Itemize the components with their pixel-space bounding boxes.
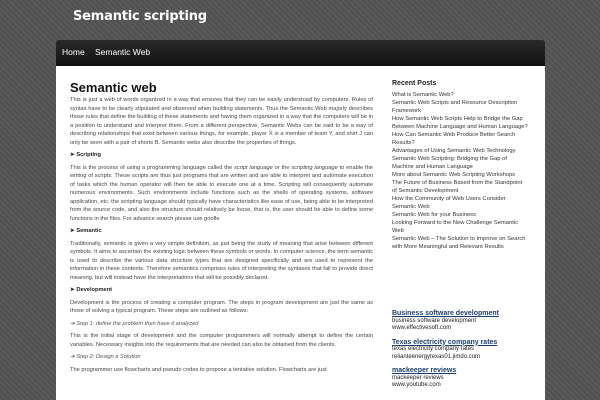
recent-post-link[interactable]: Looking Forward to the New Challenge Semantic Web: [392, 220, 518, 234]
recent-post-link[interactable]: Semantic Web for your Business: [392, 212, 476, 218]
recent-post-link[interactable]: How the Community of Web Users Consider Semantic Web: [392, 196, 506, 210]
sidebar: [392, 80, 528, 251]
recent-post-link[interactable]: How Can Semantic Web Produce Better Search Results?: [392, 132, 516, 146]
step-2-heading: ➔ Step 2: Design a Solution: [70, 354, 141, 360]
sponsored-link-url: relianteenergytexas01.jimdo.com: [392, 353, 481, 360]
post-title[interactable]: Semantic web: [70, 80, 157, 95]
nav-item-semantic-web[interactable]: Semantic Web: [95, 47, 151, 57]
sponsored-link-url: www.effectivesoft.com: [392, 325, 452, 331]
sponsored-link-title[interactable]: Texas electricity company rates: [392, 338, 498, 346]
recent-posts-list: [392, 91, 528, 251]
recent-post-link[interactable]: Advantages of Using Semantic Web Technology: [392, 148, 516, 154]
content-area: [56, 66, 545, 400]
scripting-term-script-language: script language: [234, 164, 273, 171]
recent-posts-heading: Recent Posts: [392, 80, 437, 87]
sponsored-link-block: [392, 339, 528, 362]
post-article: [70, 80, 373, 378]
sponsored-links: [392, 310, 528, 396]
scripting-paragraph: [70, 164, 373, 224]
scripting-term-scripting-language: scripting language: [291, 164, 338, 171]
scripting-text-b: or the: [272, 164, 292, 171]
development-heading: ➤ Development: [70, 287, 113, 293]
development-paragraph: Development is the process of creating a computer program. The steps in program development are just the same as those of solving a typical program. These steps are outlined as follows:: [70, 299, 373, 314]
nav-item-home[interactable]: Home: [62, 47, 85, 57]
recent-post-link[interactable]: More about Semantic Web Scripting Workshops: [392, 172, 516, 178]
post-intro: This is just a web of words organized in a way that ensures that they can be easily understood by computers. Rules of syntax have to be clearly stipulated and observed when building statements. Thus the Semantic Web majorly describes those rules that define the building of these statements and having them organized in a way that the computers will be in a position to understand and interpret them. From a different perspective, Semantic Webs can be said to be a way of describing relationships that exist between various things, for example, player X is a member of team Y, and shirt J can only be worn with a pair of shorts B. Semantic webs also describe the properties of things.: [70, 97, 373, 146]
recent-post-link[interactable]: Semantic Web Scripts and Resource Description Framework: [392, 100, 518, 114]
sponsored-link-block: [392, 310, 528, 333]
sponsored-link-text: texas electricity company rates: [392, 346, 475, 352]
recent-post-link[interactable]: The Future of Business Based from the Standpoint of Semantic Development: [392, 180, 523, 194]
sponsored-link-title[interactable]: Business software development: [392, 310, 499, 317]
sponsored-link-text: business software development: [392, 317, 477, 324]
scripting-text-a: This is the process of using a programming language called the: [70, 164, 235, 171]
recent-post-link[interactable]: How Semantic Web Scripts Help to Bridge the Gap Between Machine Language and Human Language?: [392, 116, 528, 130]
main-navigation: [56, 40, 545, 66]
step-2-paragraph: The programmer use flowcharts and pseudo codes to propose a tentative solution. Flowcharts are just: [70, 366, 327, 373]
sponsored-link-text: mackeeper reviews: [392, 374, 444, 381]
recent-post-link[interactable]: Semantic Web Scripting: Bridging the Gap of Machine and Human Language: [392, 156, 507, 170]
sponsored-link-title[interactable]: mackeeper reviews: [392, 367, 457, 374]
recent-post-link[interactable]: Semantic Web – The Solution to Improve on Search with More Meaningful and Relevant Results: [392, 236, 526, 250]
sponsored-link-url: www.youtube.com: [392, 382, 441, 388]
semantic-paragraph: Traditionally, semantic is given a very simple definition, as just being the study of meaning that arise between different symbols. It aims to ascertain the existing logic between these symbols or words. In computer science, the term semantic is used to describe the various data structure types that are designed specifically and are used to represent the information in these contents. Therefore semantics comprises rules of interpreting the syntaxes that fail to provide direct meaning, but will instead have the interpretations that will be possibly declared.: [70, 240, 373, 281]
scripting-text-c: to enable the writing of scripts. These scripts are thus just programs that are written and are able to interpret and automate execution of tasks which the human operator will then be able to execute one at a time. Scripting will consequently automate numerous environments. Such environments include functions such as the shells of operating systems, software application, etc. the scripting language should typically have characteristics like ease of use, being able to be interpreted from the source code, and also the structure should relatively be loose, that is, the user should be able to define some functions in the files. For advance search please use goofle: [70, 164, 373, 222]
site-title[interactable]: Semantic scripting: [73, 9, 207, 24]
semantic-heading: ➤ Semantic: [70, 228, 102, 234]
recent-post-link[interactable]: What is Semantic Web?: [392, 92, 454, 98]
step-1-heading: ➔ Step 1: define the problem then have it analyzed: [70, 320, 199, 327]
sponsored-link-block: [392, 367, 528, 390]
scripting-heading: ➤ Scripting: [70, 152, 101, 158]
step-1-paragraph: This is the initial stage of development and the computer programmers will normally attempt to define the certain variables. Necessary insights into the requirements that are needed can also be obtained from the clients.: [70, 333, 373, 348]
